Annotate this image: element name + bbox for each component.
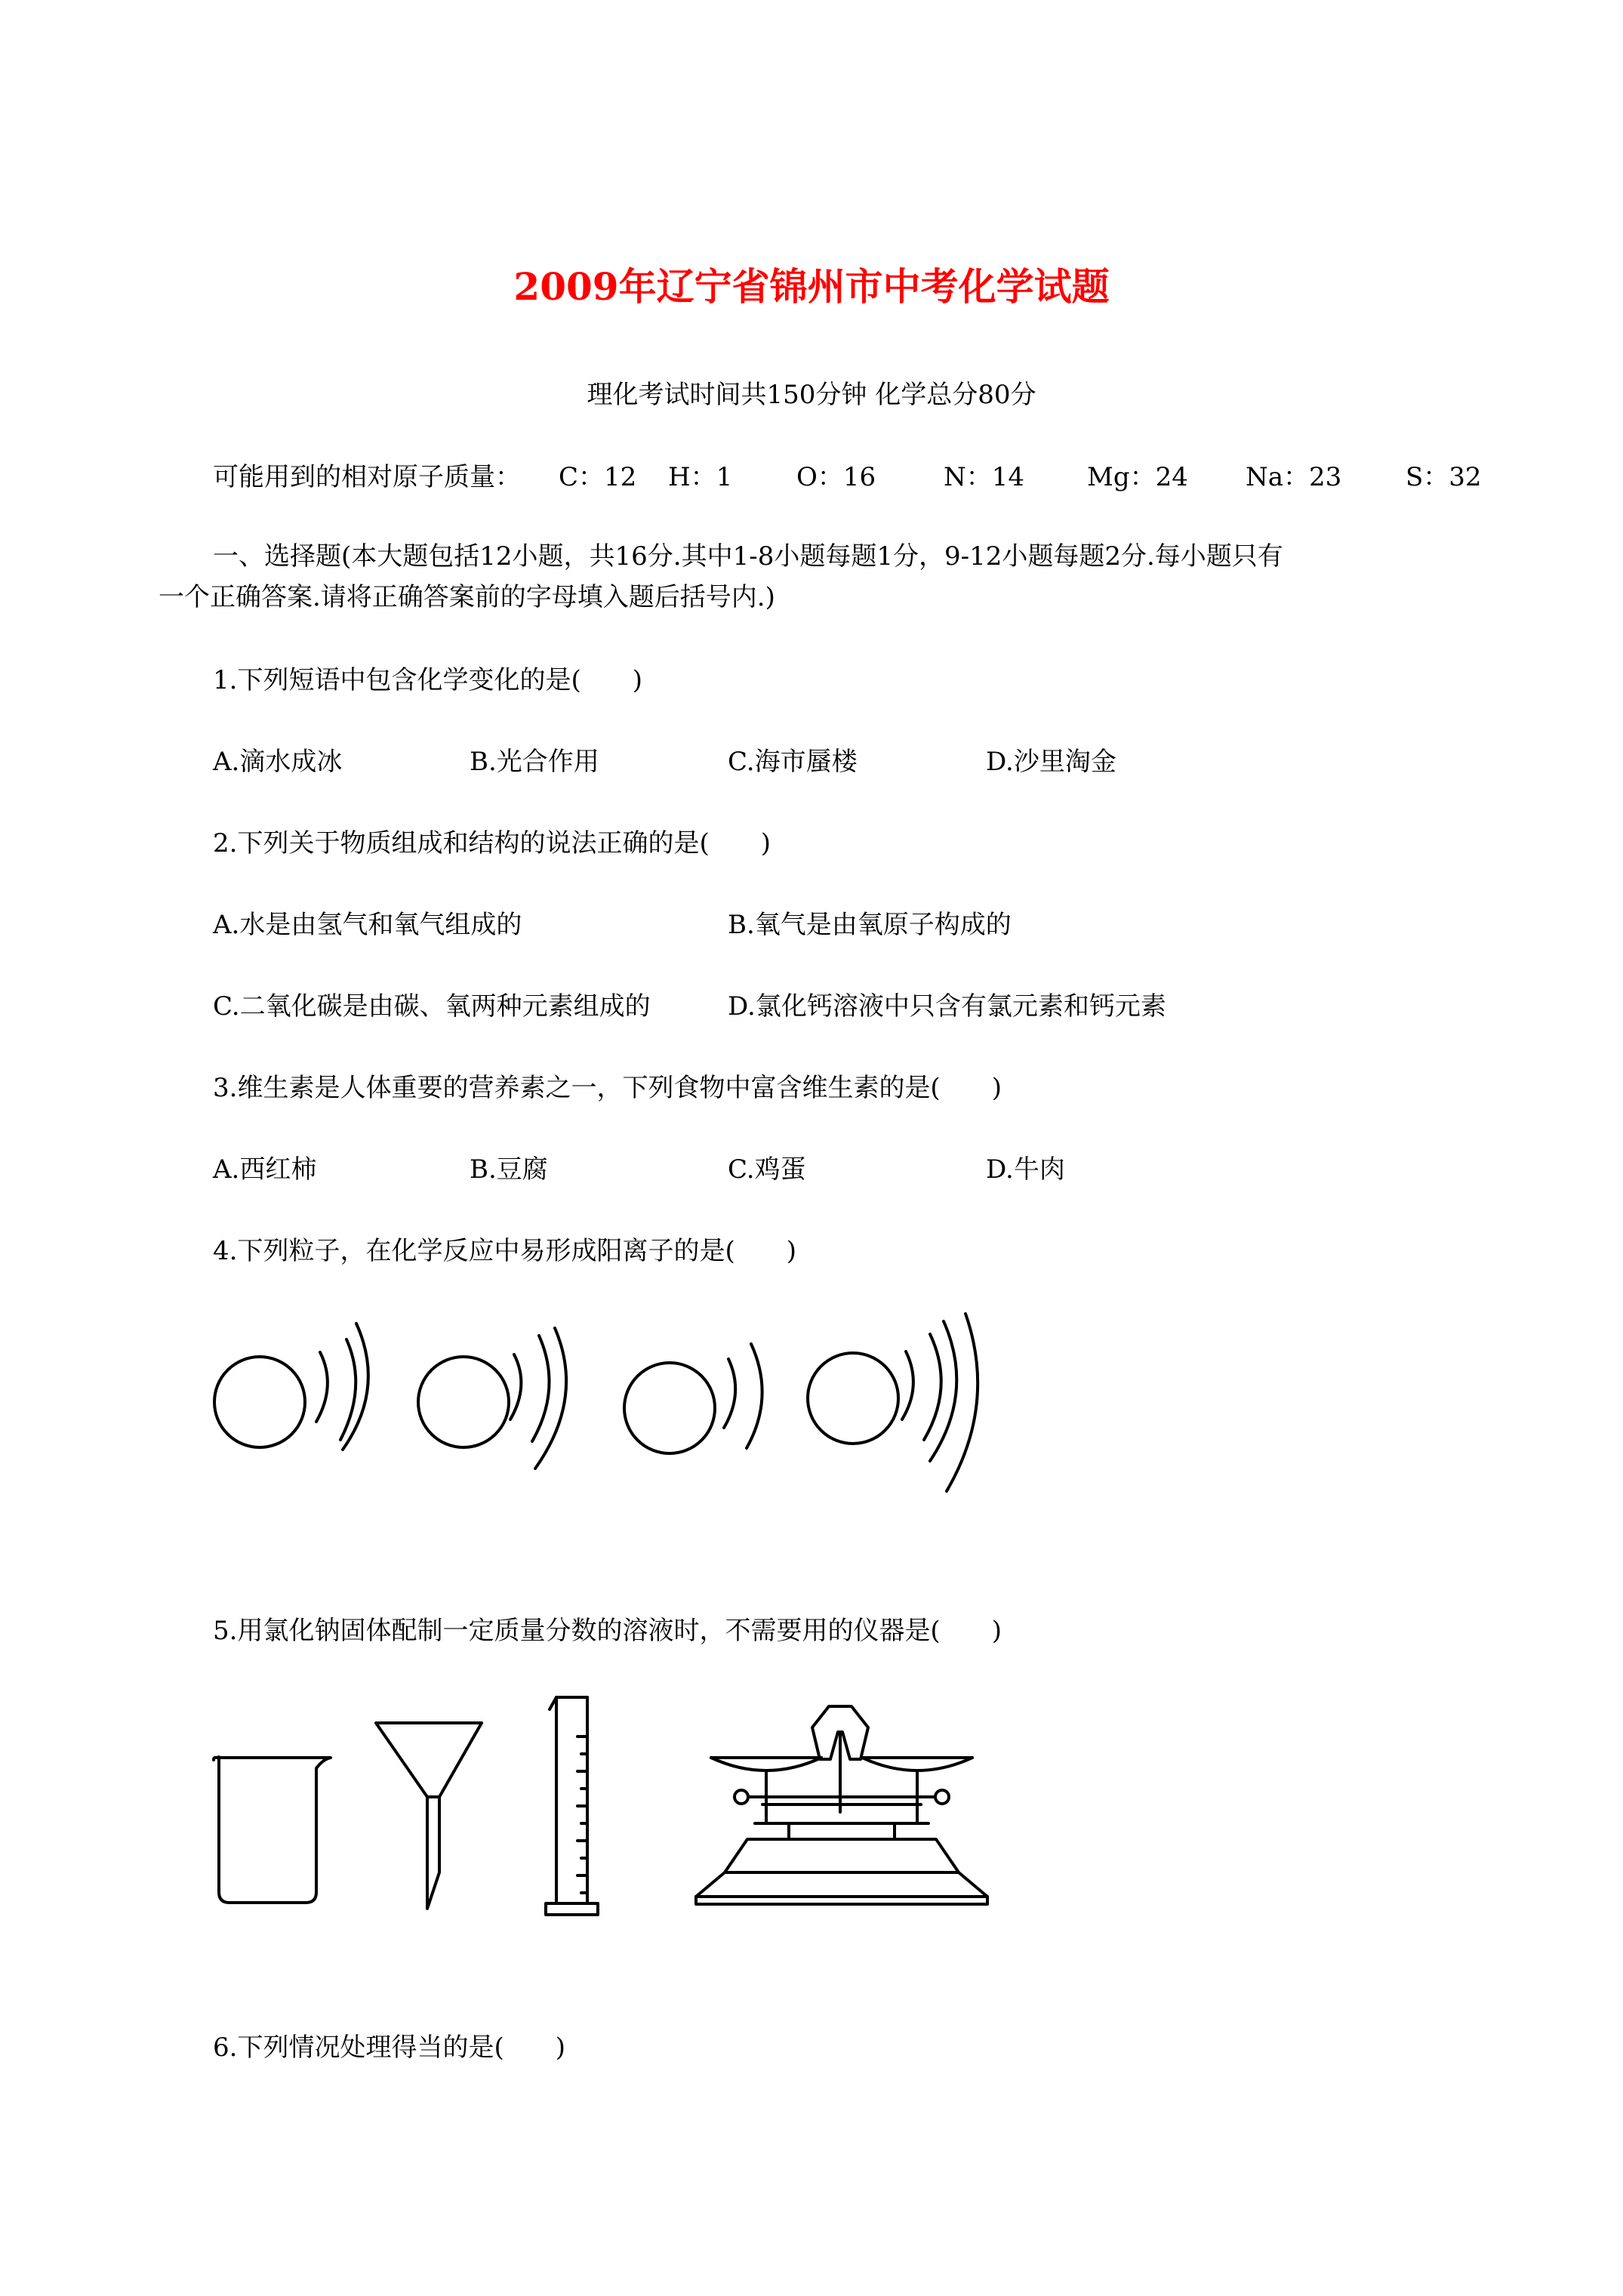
question-3-stem: 3.维生素是人体重要的营养素之一，下列食物中富含维生素的是( ) [213, 1073, 1002, 1103]
question-2-option-c: C.二氧化碳是由碳、氧两种元素组成的 [213, 991, 651, 1022]
atomic-mass-c: C：12 [559, 462, 637, 492]
question-2-option-d: D.氯化钙溶液中只含有氯元素和钙元素 [728, 991, 1166, 1022]
atomic-mass-na: Na：23 [1246, 462, 1342, 492]
question-1-option-a: A.滴水成冰 [213, 747, 343, 777]
lab-apparatus-diagrams [0, 1684, 1623, 1940]
question-2-option-b: B.氧气是由氧原子构成的 [728, 910, 1012, 940]
question-3-option-b: B.豆腐 [470, 1154, 548, 1185]
atomic-mass-s: S：32 [1406, 462, 1482, 492]
question-1-option-b: B.光合作用 [470, 747, 599, 777]
atomic-mass-label: 可能用到的相对原子质量： [213, 462, 521, 492]
question-1-option-d: D.沙里淘金 [986, 747, 1116, 777]
question-3-option-c: C.鸡蛋 [728, 1154, 806, 1185]
section-heading-line2: 一个正确答案.请将正确答案前的字母填入题后括号内.) [159, 582, 775, 612]
balance-scale-diagram [696, 1706, 987, 1904]
exam-info: 理化考试时间共150分钟 化学总分80分 [587, 380, 1036, 410]
section-heading-line1: 一、选择题(本大题包括12小题，共16分.其中1-8小题每题1分，9-12小题每题2分.每小题只有 [213, 541, 1283, 572]
atom-diagram-b [418, 1328, 566, 1469]
atom-diagram-a [214, 1324, 368, 1450]
measuring-cylinder-diagram [546, 1697, 598, 1915]
atomic-mass-mg: Mg：24 [1087, 462, 1188, 492]
question-2-stem: 2.下列关于物质组成和结构的说法正确的是( ) [213, 828, 771, 858]
atom-structure-diagrams [0, 1314, 1623, 1525]
page-title: 2009年辽宁省锦州市中考化学试题 [513, 264, 1110, 309]
question-3-option-a: A.西红柿 [213, 1154, 317, 1185]
question-5-stem: 5.用氯化钠固体配制一定质量分数的溶液时，不需要用的仪器是( ) [213, 1616, 1002, 1646]
atom-diagram-d [808, 1314, 978, 1491]
question-1-option-c: C.海市蜃楼 [728, 747, 858, 777]
atom-diagram-c [624, 1344, 762, 1453]
question-6-stem: 6.下列情况处理得当的是( ) [213, 2032, 565, 2063]
beaker-diagram [214, 1757, 331, 1903]
atomic-mass-h: H：1 [668, 462, 733, 492]
funnel-diagram [376, 1723, 482, 1909]
question-4-stem: 4.下列粒子，在化学反应中易形成阳离子的是( ) [213, 1236, 796, 1266]
atomic-mass-o: O：16 [796, 462, 876, 492]
question-2-option-a: A.水是由氢气和氧气组成的 [213, 910, 522, 940]
question-3-option-d: D.牛肉 [986, 1154, 1065, 1185]
atomic-mass-n: N：14 [944, 462, 1025, 492]
question-1-stem: 1.下列短语中包含化学变化的是( ) [213, 665, 642, 695]
